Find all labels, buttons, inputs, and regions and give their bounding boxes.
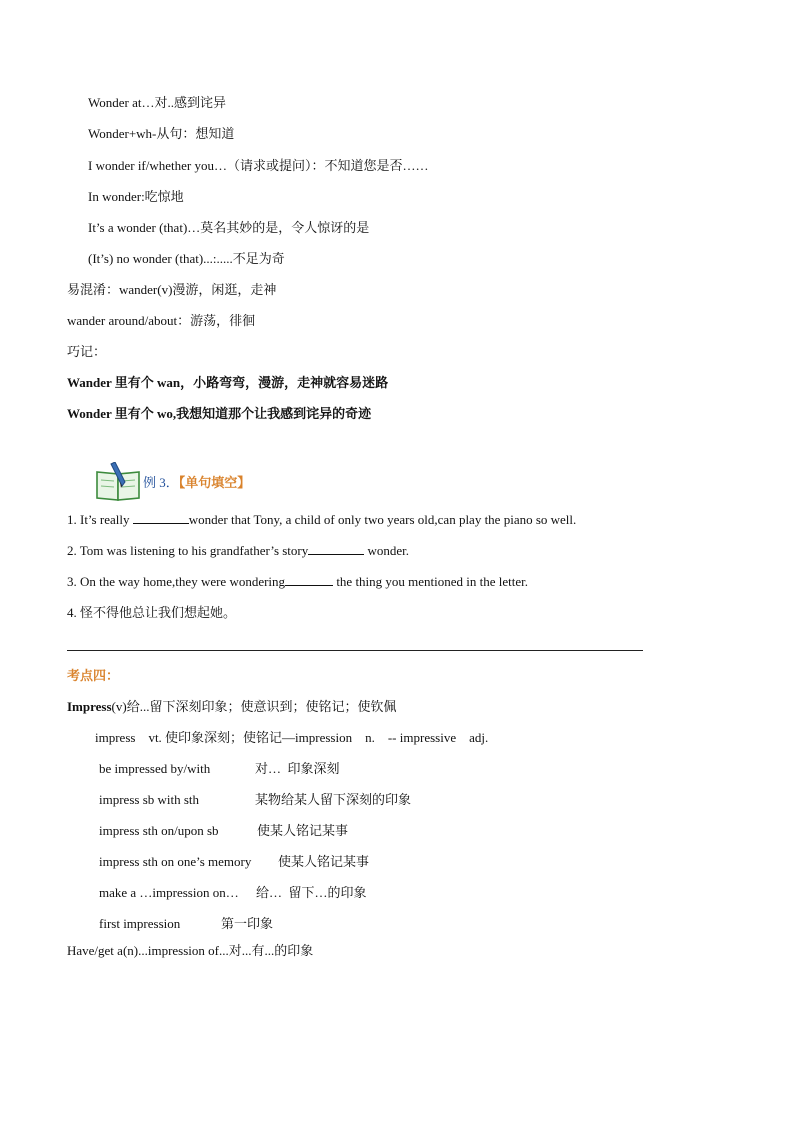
phrase-wonder-at: Wonder at…对..感到诧异 [88, 95, 226, 110]
impress-word: Impress [67, 699, 112, 714]
impress-forms: impress vt. 使印象深刻；使铭记—impression n. -- impressive adj. [95, 730, 489, 745]
exercise-3-blank[interactable] [285, 573, 333, 586]
exercise-4: 4. 怪不得他总让我们想起她。 [67, 605, 237, 620]
example-label: 例 3． [143, 475, 179, 490]
phrase-en-2: impress sb with sth [99, 792, 200, 807]
impress-definition [67, 698, 396, 716]
phrase-its-a-wonder: It’s a wonder (that)…莫名其妙的是，令人惊讶的是 [88, 220, 370, 235]
example-header [143, 474, 250, 492]
exercise-3-pre: 3. On the way home,they were wondering [67, 574, 286, 589]
impress-def: (v)给...留下深刻印象；使意识到；使铭记；使钦佩 [111, 699, 397, 714]
phrase-in-wonder: In wonder:吃惊地 [88, 189, 184, 204]
confusion-line-2: wander around/about：游荡，徘徊 [67, 313, 256, 328]
phrase-en-1: be impressed by/with [99, 761, 211, 776]
memory-tip-line-1: Wander 里有个 wan，小路弯弯，漫游，走神就容易迷路 [67, 375, 389, 390]
exercise-3 [67, 573, 528, 591]
exercise-3-post: the thing you mentioned in the letter. [333, 574, 529, 589]
exercise-2 [67, 542, 409, 560]
phrase-en-5: make a …impression on… [99, 885, 239, 900]
phrase-zh-3: 使某人铭记某事 [257, 823, 349, 838]
book-pencil-icon [95, 462, 143, 502]
phrase-i-wonder-if: I wonder if/whether you…（请求或提问）：不知道您是否…… [88, 158, 429, 173]
phrase-en-6: first impression [99, 916, 181, 931]
memory-tip-line-2: Wonder 里有个 wo,我想知道那个让我感到诧异的奇迹 [67, 406, 372, 421]
impression-of-line: Have/get a(n)...impression of...对...有...的印象 [67, 943, 314, 958]
exercise-2-blank[interactable] [308, 542, 364, 555]
exercise-2-post: wonder. [364, 543, 410, 558]
phrase-zh-1: 对… 印象深刻 [255, 761, 340, 776]
exercise-1-blank[interactable] [133, 511, 189, 524]
phrase-en-3: impress sth on/upon sb [99, 823, 219, 838]
phrase-zh-6: 第一印象 [221, 916, 274, 931]
exercise-1 [67, 511, 576, 529]
confusion-line-1: 易混淆：wander(v)漫游，闲逛，走神 [67, 282, 277, 297]
phrase-zh-5: 给… 留下…的印象 [256, 885, 367, 900]
phrase-no-wonder: (It’s) no wonder (that)...:.....不足为奇 [88, 251, 285, 266]
exercise-2-pre: 2. Tom was listening to his grandfather’s story [67, 543, 309, 558]
example-tag: 【单句填空】 [178, 475, 251, 490]
exercise-1-pre: 1. It’s really [67, 512, 133, 527]
phrase-wonder-wh: Wonder+wh-从句：想知道 [88, 126, 235, 141]
divider-line [67, 650, 643, 651]
phrase-zh-4: 使某人铭记某事 [278, 854, 370, 869]
exercise-1-post: wonder that Tony, a child of only two years old,can play the piano so well. [188, 512, 577, 527]
memory-tip-label: 巧记： [67, 344, 107, 359]
section-4-title: 考点四： [67, 668, 120, 683]
phrase-en-4: impress sth on one’s memory [99, 854, 252, 869]
phrase-zh-2: 某物给某人留下深刻的印象 [255, 792, 412, 807]
